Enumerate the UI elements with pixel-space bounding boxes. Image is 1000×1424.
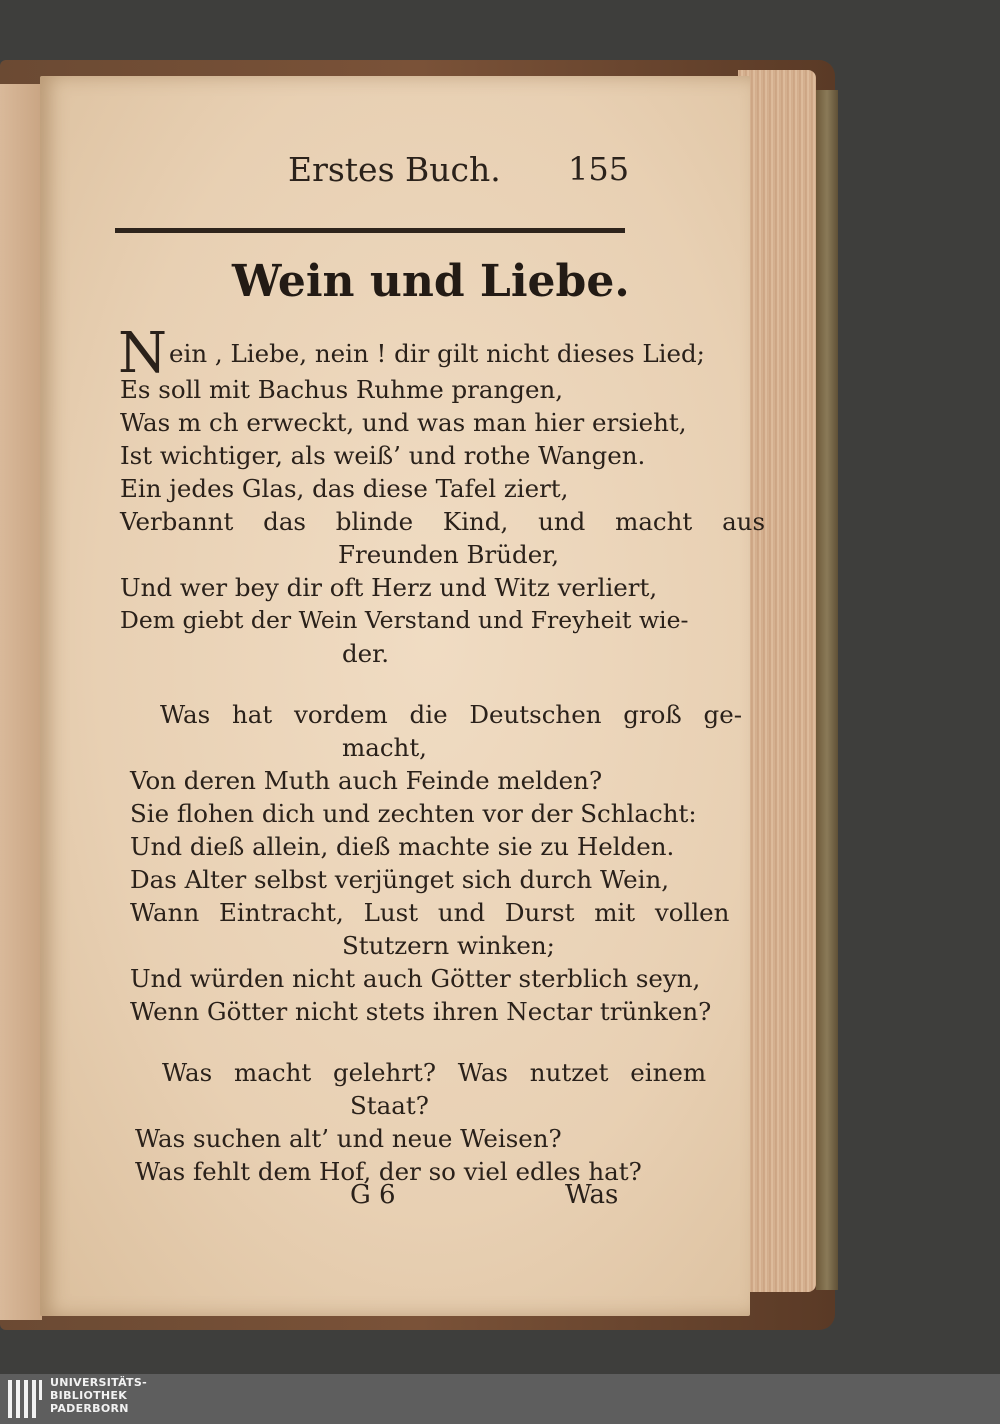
signature-mark: G 6 [350, 1180, 396, 1210]
catchword: Was [565, 1180, 619, 1210]
poem-line: Staat? [350, 1091, 429, 1120]
poem-line: Stutzern winken; [342, 931, 555, 960]
poem-line: Ein jedes Glas, das diese Tafel ziert, [120, 474, 569, 503]
poem-line: Verbannt das blinde Kind, und macht aus [120, 507, 766, 536]
poem-line: Was suchen alt’ und neue Weisen? [135, 1124, 562, 1153]
left-page-edge [0, 84, 42, 1320]
poem-line: Dem giebt der Wein Verstand und Freyheit wie- [120, 606, 689, 634]
poem-line: Es soll mit Bachus Ruhme prangen, [120, 375, 564, 404]
poem-line: Wann Eintracht, Lust und Durst mit vollen [130, 898, 730, 927]
poem-line: Und dieß allein, dieß machte sie zu Helden. [130, 832, 675, 861]
poem-line: Was m ch erweckt, und was man hier ersieht, [120, 408, 687, 437]
poem-line: Freunden Brüder, [338, 540, 560, 569]
poem-line: Nein , Liebe, nein ! dir gilt nicht dieses Lied; [118, 321, 705, 386]
book-spine [816, 90, 838, 1290]
poem-line: Was macht gelehrt? Was nutzet einem [162, 1058, 707, 1087]
poem-line: der. [342, 639, 389, 668]
poem-line: Und wer bey dir oft Herz und Witz verliert, [120, 573, 658, 602]
drop-cap: N [118, 321, 167, 386]
running-header: Erstes Buch. [288, 150, 501, 189]
poem-line: Und würden nicht auch Götter sterblich seyn, [130, 964, 701, 993]
poem-line: Das Alter selbst verjünget sich durch Wein, [130, 865, 670, 894]
poem-line: macht, [342, 733, 427, 762]
poem-line: Von deren Muth auch Feinde melden? [130, 766, 603, 795]
poem-line: Was fehlt dem Hof, der so viel edles hat? [135, 1157, 642, 1186]
page-number: 155 [568, 150, 630, 188]
library-logo-icon [6, 1378, 44, 1420]
footer-bar [0, 1374, 1000, 1424]
library-name: UNIVERSITÄTS- BIBLIOTHEK PADERBORN [50, 1376, 147, 1415]
poem-line: Was hat vordem die Deutschen groß ge- [160, 700, 743, 729]
header-rule [115, 228, 625, 233]
poem-line: Wenn Götter nicht stets ihren Nectar trünken? [130, 997, 712, 1026]
poem-line: Sie flohen dich und zechten vor der Schlacht: [130, 799, 697, 828]
poem-line: Ist wichtiger, als weiß’ und rothe Wangen. [120, 441, 646, 470]
poem-title: Wein und Liebe. [232, 256, 630, 307]
